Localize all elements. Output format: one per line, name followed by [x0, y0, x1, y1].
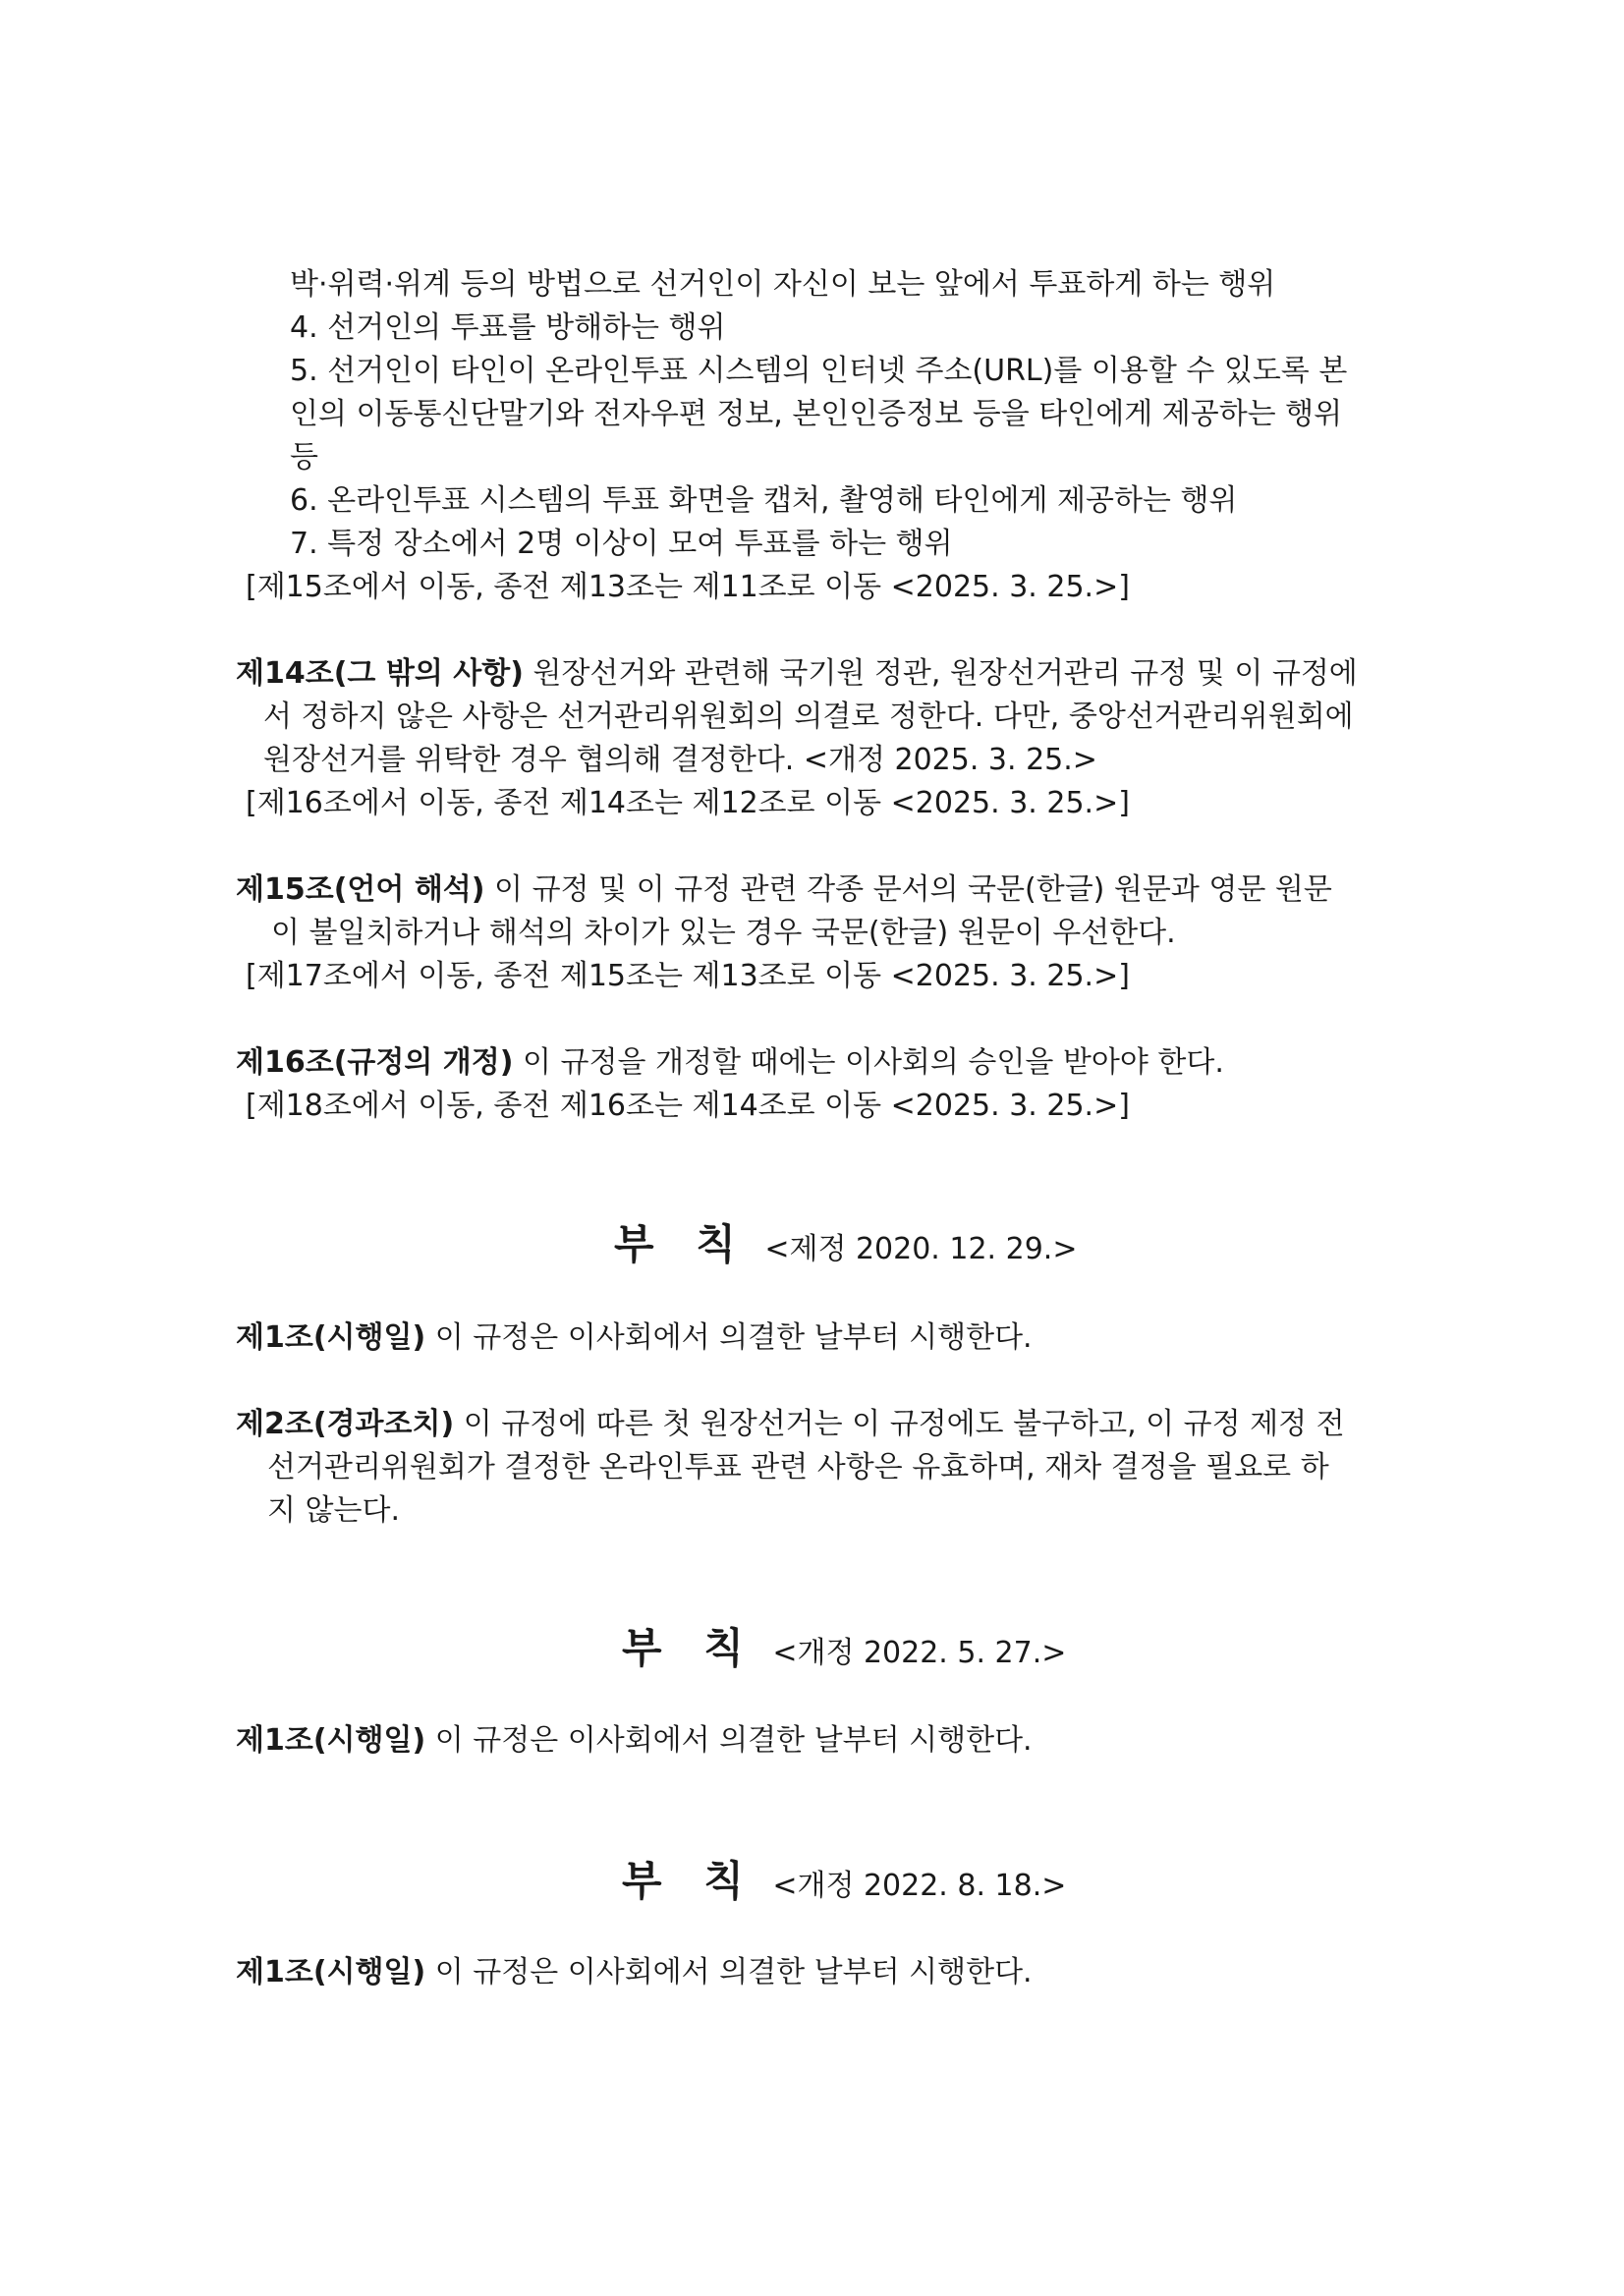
addenda-heading — [622, 1624, 1067, 1675]
list-item-3-continuation: 박·위력·위계 등의 방법으로 선거인이 자신이 보는 앞에서 투표하게 하는 행위 — [290, 267, 1276, 302]
article-15-line1 — [236, 868, 1332, 912]
addenda-article-2-line1 — [236, 1403, 1345, 1446]
article-text: 이 규정은 이사회에서 의결한 날부터 시행한다. — [434, 1723, 1033, 1758]
article-16-line1 — [236, 1041, 1224, 1085]
addenda-title: 부 칙 — [622, 1624, 757, 1672]
article-14-line1 — [236, 652, 1358, 696]
addenda-article-1 — [236, 1719, 1033, 1763]
addenda-heading — [614, 1220, 1078, 1271]
addenda-title: 부 칙 — [622, 1857, 757, 1905]
article-text: 이 규정은 이사회에서 의결한 날부터 시행한다. — [434, 1955, 1033, 1989]
article-title: 제1조(시행일) — [236, 1723, 426, 1758]
article-14-line2: 서 정하지 않은 사항은 선거관리위원회의 의결로 정한다. 다만, 중앙선거관리위원회에 — [263, 700, 1354, 734]
article-text: 이 규정 및 이 규정 관련 각종 문서의 국문(한글) 원문과 영문 원문 — [494, 872, 1332, 907]
article-text: 이 규정은 이사회에서 의결한 날부터 시행한다. — [434, 1320, 1033, 1355]
article-title: 제15조(언어 해석) — [236, 872, 485, 907]
addenda-article-1 — [236, 1316, 1033, 1360]
addenda-heading — [622, 1857, 1067, 1908]
list-item-5-line2: 인의 이동통신단말기와 전자우편 정보, 본인인증정보 등을 타인에게 제공하는 행위 — [290, 397, 1343, 431]
article-text: 원장선거와 관련해 국기원 정관, 원장선거관리 규정 및 이 규정에 — [532, 656, 1358, 691]
article-14-line3: 원장선거를 위탁한 경우 협의해 결정한다. <개정 2025. 3. 25.> — [263, 743, 1097, 777]
addenda-article-2-line2: 선거관리위원회가 결정한 온라인투표 관련 사항은 유효하며, 재차 결정을 필요로 하 — [267, 1450, 1329, 1484]
addenda-date: <개정 2022. 5. 27.> — [772, 1636, 1067, 1670]
list-item-7: 7. 특정 장소에서 2명 이상이 모여 투표를 하는 행위 — [290, 527, 953, 561]
list-item-5-line3: 등 — [290, 440, 318, 475]
amendment-note: [제18조에서 이동, 종전 제16조는 제14조로 이동 <2025. 3. 25.>] — [246, 1089, 1130, 1123]
addenda-title: 부 칙 — [614, 1220, 750, 1268]
addenda-article-2-line3: 지 않는다. — [267, 1493, 400, 1528]
list-item-4: 4. 선거인의 투표를 방해하는 행위 — [290, 310, 726, 345]
amendment-note: [제16조에서 이동, 종전 제14조는 제12조로 이동 <2025. 3. 25.>] — [246, 786, 1130, 820]
article-title: 제2조(경과조치) — [236, 1407, 455, 1441]
amendment-note: [제15조에서 이동, 종전 제13조는 제11조로 이동 <2025. 3. 25.>] — [246, 570, 1130, 604]
article-title: 제1조(시행일) — [236, 1955, 426, 1989]
addenda-date: <개정 2022. 8. 18.> — [772, 1869, 1067, 1903]
article-title: 제16조(규정의 개정) — [236, 1045, 514, 1080]
article-text: 이 규정에 따른 첫 원장선거는 이 규정에도 불구하고, 이 규정 제정 전 — [463, 1407, 1345, 1441]
article-text: 이 규정을 개정할 때에는 이사회의 승인을 받아야 한다. — [523, 1045, 1224, 1080]
article-title: 제14조(그 밖의 사항) — [236, 656, 524, 691]
article-15-line2: 이 불일치하거나 해석의 차이가 있는 경우 국문(한글) 원문이 우선한다. — [271, 916, 1176, 950]
addenda-date: <제정 2020. 12. 29.> — [764, 1232, 1078, 1266]
list-item-5-line1: 5. 선거인이 타인이 온라인투표 시스템의 인터넷 주소(URL)를 이용할 수 있도록 본 — [290, 354, 1348, 388]
amendment-note: [제17조에서 이동, 종전 제15조는 제13조로 이동 <2025. 3. 25.>] — [246, 959, 1130, 993]
addenda-article-1 — [236, 1951, 1033, 1994]
article-title: 제1조(시행일) — [236, 1320, 426, 1355]
list-item-6: 6. 온라인투표 시스템의 투표 화면을 캡처, 촬영해 타인에게 제공하는 행위 — [290, 483, 1238, 518]
